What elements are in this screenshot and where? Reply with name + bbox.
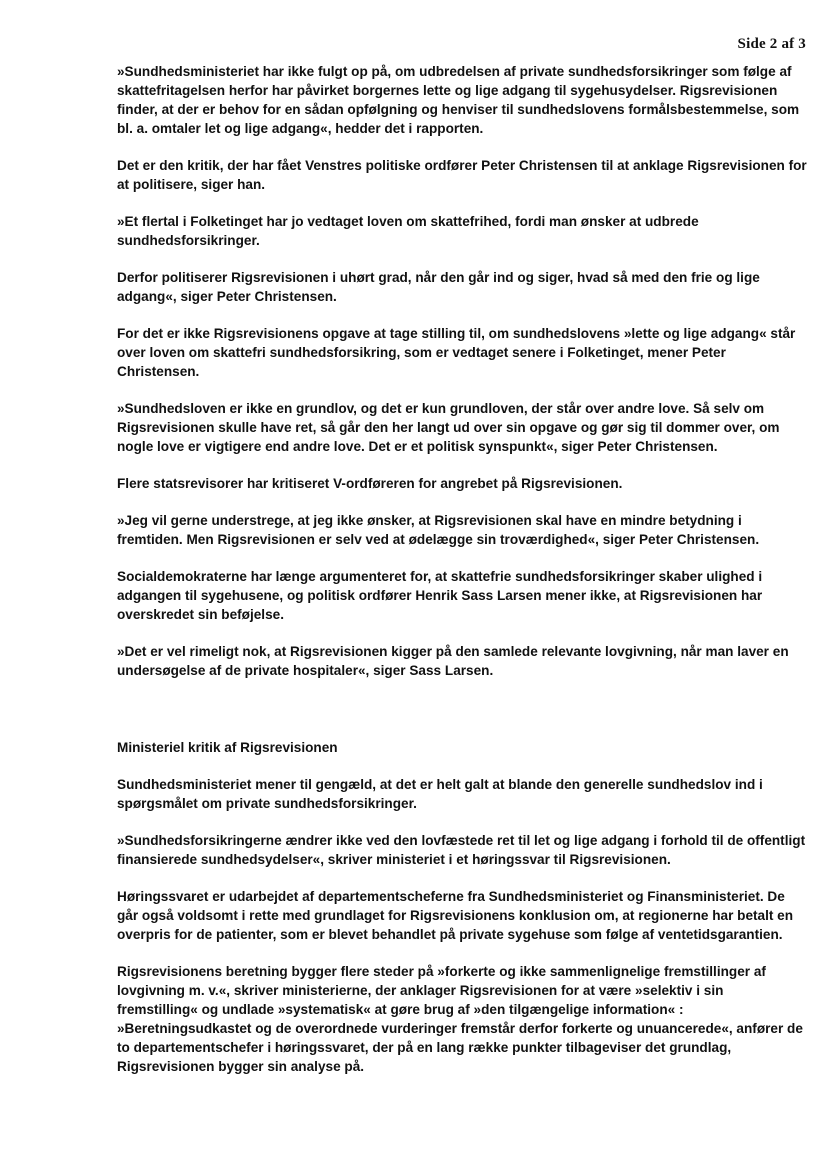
- section-heading: Ministeriel kritik af Rigsrevisionen: [117, 740, 338, 755]
- paragraph: Flere statsrevisorer har kritiseret V-ordføreren for angrebet på Rigsrevisionen.: [117, 476, 623, 491]
- paragraph: »Et flertal i Folketinget har jo vedtaget loven om skattefrihed, fordi man ønsker at udbrede sundhedsforsikringer.: [117, 214, 699, 248]
- paragraph: Sundhedsministeriet mener til gengæld, at det er helt galt at blande den generelle sundhedslov ind i spørgsmålet om private sundhedsforsikringer.: [117, 777, 763, 811]
- paragraph: For det er ikke Rigsrevisionens opgave at tage stilling til, om sundhedslovens »lette og lige adgang« står over loven om skattefri sundhedsforsikring, som er vedtaget senere i Folketinget, mener Peter Christensen.: [117, 326, 796, 379]
- paragraph: Rigsrevisionens beretning bygger flere steder på »forkerte og ikke sammenlignelige fremstillinger af lovgivning m. v.«, skriver ministerierne, der anklager Rigsrevisionen for at være »selektiv i sin fremstilling« og undlade »systematisk« at gøre brug af »den tilgængelige information« : »Beretningsudkastet og de overordnede vurderinger fremstår derfor forkerte og unuancerede«, anfører de to departementschefer i høringssvaret, der på en lang række punkter tilbageviser det grundlag, Rigsrevisionen bygger sin analyse på.: [117, 964, 803, 1074]
- paragraph: »Det er vel rimeligt nok, at Rigsrevisionen kigger på den samlede relevante lovgivning, når man laver en undersøgelse af de private hospitaler«, siger Sass Larsen.: [117, 644, 789, 678]
- paragraph: Det er den kritik, der har fået Venstres politiske ordfører Peter Christensen til at anklage Rigsrevisionen for at politisere, siger han.: [117, 158, 807, 192]
- paragraph: »Sundhedsforsikringerne ændrer ikke ved den lovfæstede ret til let og lige adgang i forhold til de offentligt finansierede sundhedsydelser«, skriver ministeriet i et høringssvar til Rigsrevisionen.: [117, 833, 806, 867]
- article-body: [117, 62, 807, 1094]
- paragraph: Socialdemokraterne har længe argumenteret for, at skattefrie sundhedsforsikringer skaber ulighed i adgangen til sygehusene, og politisk ordfører Henrik Sass Larsen mener ikke, at Rigsrevisionen har overskredet sin beføjelse.: [117, 569, 763, 622]
- paragraph: Høringssvaret er udarbejdet af departementscheferne fra Sundhedsministeriet og Finansministeriet. De går også voldsomt i rette med grundlaget for Rigsrevisionens konklusion om, at regionerne har betalt en overpris for de patienter, som er blevet behandlet på private sygehuse som følge af ventetidsgarantien.: [117, 889, 794, 942]
- paragraph: »Sundhedsloven er ikke en grundlov, og det er kun grundloven, der står over andre love. Så selv om Rigsrevisionen skulle have ret, så går den her langt ud over sin opgave og gør sig til dommer over, om nogle love er vigtigere end andre love. Det er et politisk synspunkt«, siger Peter Christensen.: [117, 401, 780, 454]
- paragraph: Derfor politiserer Rigsrevisionen i uhørt grad, når den går ind og siger, hvad så med den frie og lige adgang«, siger Peter Christensen.: [117, 270, 760, 304]
- page-number: Side 2 af 3: [737, 36, 806, 52]
- paragraph: »Sundhedsministeriet har ikke fulgt op på, om udbredelsen af private sundhedsforsikringer som følge af skattefritagelsen herfor har påvirket borgernes lette og lige adgang til sygehusydelser. Rigsrevisionen finder, at der er behov for en sådan opfølgning og henviser til sundhedslovens formålsbestemmelse, som bl. a. omtaler let og lige adgang«, hedder det i rapporten.: [117, 64, 800, 136]
- paragraph: »Jeg vil gerne understrege, at jeg ikke ønsker, at Rigsrevisionen skal have en mindre betydning i fremtiden. Men Rigsrevisionen er selv ved at ødelægge sin troværdighed«, siger Peter Christensen.: [117, 513, 760, 547]
